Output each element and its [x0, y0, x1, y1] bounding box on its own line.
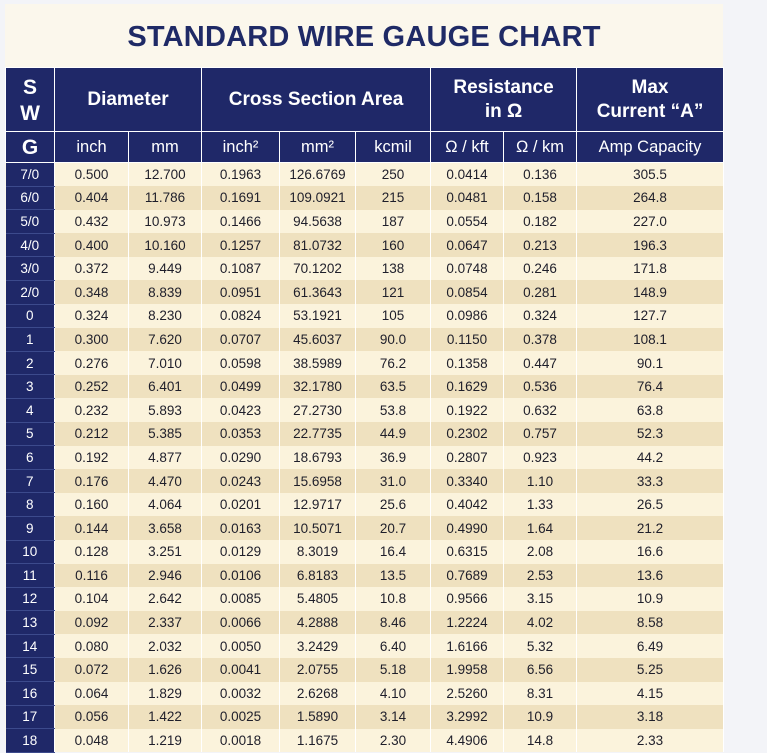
max-current-header: Max Current “A” [577, 68, 724, 132]
value-cell: 13.5 [356, 564, 431, 588]
unit-header: mm [129, 132, 202, 163]
value-cell: 5.4805 [280, 587, 356, 611]
value-cell: 2.946 [129, 564, 202, 588]
value-cell: 0.104 [55, 587, 129, 611]
unit-header: Amp Capacity [577, 132, 724, 163]
value-cell: 0.1922 [431, 398, 504, 422]
value-cell: 1.1675 [280, 729, 356, 753]
value-cell: 0.378 [504, 328, 577, 352]
value-cell: 22.7735 [280, 422, 356, 446]
table-row [6, 375, 724, 399]
value-cell: 1.64 [504, 516, 577, 540]
value-cell: 0.324 [504, 304, 577, 328]
value-cell: 8.230 [129, 304, 202, 328]
table-row [6, 398, 724, 422]
value-cell: 52.3 [577, 422, 724, 446]
gauge-cell: 7/0 [6, 163, 55, 187]
value-cell: 121 [356, 280, 431, 304]
value-cell: 0.0951 [202, 280, 280, 304]
table-row [6, 446, 724, 470]
gauge-cell: 5 [6, 422, 55, 446]
value-cell: 0.0018 [202, 729, 280, 753]
value-cell: 0.7689 [431, 564, 504, 588]
value-cell: 2.33 [577, 729, 724, 753]
table-row [6, 351, 724, 375]
value-cell: 0.1629 [431, 375, 504, 399]
value-cell: 215 [356, 186, 431, 210]
table-row [6, 210, 724, 234]
value-cell: 0.0290 [202, 446, 280, 470]
table-row [6, 186, 724, 210]
value-cell: 0.500 [55, 163, 129, 187]
gauge-cell: 18 [6, 729, 55, 753]
table-row [6, 611, 724, 635]
value-cell: 0.0032 [202, 682, 280, 706]
value-cell: 6.8183 [280, 564, 356, 588]
value-cell: 0.1963 [202, 163, 280, 187]
gauge-cell: 5/0 [6, 210, 55, 234]
value-cell: 53.8 [356, 398, 431, 422]
gauge-cell: 1 [6, 328, 55, 352]
gauge-cell: 8 [6, 493, 55, 517]
value-cell: 4.877 [129, 446, 202, 470]
value-cell: 8.839 [129, 280, 202, 304]
value-cell: 0.0201 [202, 493, 280, 517]
value-cell: 0.324 [55, 304, 129, 328]
value-cell: 6.49 [577, 634, 724, 658]
value-cell: 0.2302 [431, 422, 504, 446]
value-cell: 0.536 [504, 375, 577, 399]
value-cell: 44.2 [577, 446, 724, 470]
value-cell: 61.3643 [280, 280, 356, 304]
unit-header: Ω / km [504, 132, 577, 163]
value-cell: 160 [356, 233, 431, 257]
value-cell: 5.25 [577, 658, 724, 682]
value-cell: 2.642 [129, 587, 202, 611]
value-cell: 4.064 [129, 493, 202, 517]
value-cell: 38.5989 [280, 351, 356, 375]
value-cell: 171.8 [577, 257, 724, 281]
value-cell: 0.0050 [202, 634, 280, 658]
value-cell: 9.449 [129, 257, 202, 281]
value-cell: 27.2730 [280, 398, 356, 422]
value-cell: 3.251 [129, 540, 202, 564]
table-row [6, 328, 724, 352]
value-cell: 0.0414 [431, 163, 504, 187]
value-cell: 127.7 [577, 304, 724, 328]
value-cell: 0.048 [55, 729, 129, 753]
value-cell: 10.8 [356, 587, 431, 611]
table-row [6, 587, 724, 611]
value-cell: 15.6958 [280, 469, 356, 493]
table-row [6, 493, 724, 517]
table-row [6, 540, 724, 564]
value-cell: 53.1921 [280, 304, 356, 328]
table-row [6, 564, 724, 588]
value-cell: 63.5 [356, 375, 431, 399]
value-cell: 0.757 [504, 422, 577, 446]
value-cell: 109.0921 [280, 186, 356, 210]
cross-section-header: Cross Section Area [202, 68, 431, 132]
diameter-header: Diameter [55, 68, 202, 132]
value-cell: 0.0085 [202, 587, 280, 611]
value-cell: 0.0554 [431, 210, 504, 234]
value-cell: 0.158 [504, 186, 577, 210]
value-cell: 1.422 [129, 705, 202, 729]
value-cell: 1.33 [504, 493, 577, 517]
value-cell: 0.0598 [202, 351, 280, 375]
resistance-header: Resistance in Ω [431, 68, 577, 132]
value-cell: 0.0243 [202, 469, 280, 493]
value-cell: 4.15 [577, 682, 724, 706]
unit-header: Ω / kft [431, 132, 504, 163]
swg-header-top: S W [6, 68, 55, 132]
value-cell: 0.0041 [202, 658, 280, 682]
value-cell: 0.056 [55, 705, 129, 729]
value-cell: 4.4906 [431, 729, 504, 753]
value-cell: 31.0 [356, 469, 431, 493]
value-cell: 45.6037 [280, 328, 356, 352]
value-cell: 76.2 [356, 351, 431, 375]
value-cell: 0.064 [55, 682, 129, 706]
gauge-cell: 3/0 [6, 257, 55, 281]
gauge-cell: 13 [6, 611, 55, 635]
value-cell: 0.232 [55, 398, 129, 422]
value-cell: 0.128 [55, 540, 129, 564]
value-cell: 90.1 [577, 351, 724, 375]
value-cell: 148.9 [577, 280, 724, 304]
value-cell: 8.31 [504, 682, 577, 706]
value-cell: 76.4 [577, 375, 724, 399]
gauge-cell: 2/0 [6, 280, 55, 304]
value-cell: 6.40 [356, 634, 431, 658]
value-cell: 0.1691 [202, 186, 280, 210]
value-cell: 5.32 [504, 634, 577, 658]
value-cell: 3.658 [129, 516, 202, 540]
value-cell: 0.192 [55, 446, 129, 470]
table-header [6, 68, 724, 163]
value-cell: 0.432 [55, 210, 129, 234]
gauge-cell: 17 [6, 705, 55, 729]
value-cell: 1.219 [129, 729, 202, 753]
table-row [6, 469, 724, 493]
unit-header: mm² [280, 132, 356, 163]
value-cell: 305.5 [577, 163, 724, 187]
value-cell: 0.6315 [431, 540, 504, 564]
value-cell: 6.401 [129, 375, 202, 399]
value-cell: 0.1358 [431, 351, 504, 375]
value-cell: 0.348 [55, 280, 129, 304]
value-cell: 0.0353 [202, 422, 280, 446]
value-cell: 1.5890 [280, 705, 356, 729]
value-cell: 196.3 [577, 233, 724, 257]
value-cell: 2.337 [129, 611, 202, 635]
gauge-cell: 11 [6, 564, 55, 588]
value-cell: 0.3340 [431, 469, 504, 493]
value-cell: 33.3 [577, 469, 724, 493]
value-cell: 0.176 [55, 469, 129, 493]
value-cell: 8.3019 [280, 540, 356, 564]
table-row [6, 634, 724, 658]
value-cell: 0.0481 [431, 186, 504, 210]
value-cell: 70.1202 [280, 257, 356, 281]
value-cell: 0.400 [55, 233, 129, 257]
value-cell: 0.1087 [202, 257, 280, 281]
value-cell: 0.0748 [431, 257, 504, 281]
value-cell: 13.6 [577, 564, 724, 588]
value-cell: 0.9566 [431, 587, 504, 611]
value-cell: 0.116 [55, 564, 129, 588]
value-cell: 3.2992 [431, 705, 504, 729]
gauge-chart-sheet [5, 4, 723, 749]
gauge-cell: 0 [6, 304, 55, 328]
value-cell: 4.02 [504, 611, 577, 635]
value-cell: 10.9 [577, 587, 724, 611]
value-cell: 4.2888 [280, 611, 356, 635]
value-cell: 2.08 [504, 540, 577, 564]
value-cell: 2.032 [129, 634, 202, 658]
value-cell: 0.300 [55, 328, 129, 352]
gauge-cell: 12 [6, 587, 55, 611]
value-cell: 0.1150 [431, 328, 504, 352]
value-cell: 16.6 [577, 540, 724, 564]
value-cell: 250 [356, 163, 431, 187]
value-cell: 138 [356, 257, 431, 281]
value-cell: 0.4042 [431, 493, 504, 517]
value-cell: 0.0163 [202, 516, 280, 540]
value-cell: 4.470 [129, 469, 202, 493]
value-cell: 0.092 [55, 611, 129, 635]
value-cell: 105 [356, 304, 431, 328]
swg-header-bottom: G [6, 132, 55, 163]
value-cell: 0.0129 [202, 540, 280, 564]
value-cell: 36.9 [356, 446, 431, 470]
value-cell: 32.1780 [280, 375, 356, 399]
value-cell: 0.0025 [202, 705, 280, 729]
value-cell: 0.281 [504, 280, 577, 304]
value-cell: 3.14 [356, 705, 431, 729]
value-cell: 0.2807 [431, 446, 504, 470]
value-cell: 16.4 [356, 540, 431, 564]
unit-header: kcmil [356, 132, 431, 163]
value-cell: 6.56 [504, 658, 577, 682]
value-cell: 5.18 [356, 658, 431, 682]
value-cell: 0.404 [55, 186, 129, 210]
value-cell: 0.0647 [431, 233, 504, 257]
value-cell: 3.15 [504, 587, 577, 611]
value-cell: 2.53 [504, 564, 577, 588]
value-cell: 3.18 [577, 705, 724, 729]
value-cell: 0.0066 [202, 611, 280, 635]
value-cell: 0.1257 [202, 233, 280, 257]
table-row [6, 422, 724, 446]
value-cell: 0.0423 [202, 398, 280, 422]
table-row [6, 280, 724, 304]
value-cell: 0.0854 [431, 280, 504, 304]
value-cell: 0.276 [55, 351, 129, 375]
value-cell: 4.10 [356, 682, 431, 706]
value-cell: 126.6769 [280, 163, 356, 187]
gauge-cell: 9 [6, 516, 55, 540]
value-cell: 0.4990 [431, 516, 504, 540]
value-cell: 187 [356, 210, 431, 234]
value-cell: 0.212 [55, 422, 129, 446]
value-cell: 21.2 [577, 516, 724, 540]
table-row [6, 233, 724, 257]
value-cell: 1.9958 [431, 658, 504, 682]
value-cell: 0.072 [55, 658, 129, 682]
table-row [6, 163, 724, 187]
value-cell: 63.8 [577, 398, 724, 422]
value-cell: 227.0 [577, 210, 724, 234]
value-cell: 0.160 [55, 493, 129, 517]
value-cell: 8.58 [577, 611, 724, 635]
value-cell: 0.0499 [202, 375, 280, 399]
value-cell: 12.700 [129, 163, 202, 187]
value-cell: 1.10 [504, 469, 577, 493]
gauge-cell: 10 [6, 540, 55, 564]
value-cell: 2.6268 [280, 682, 356, 706]
value-cell: 1.2224 [431, 611, 504, 635]
value-cell: 0.144 [55, 516, 129, 540]
value-cell: 0.0824 [202, 304, 280, 328]
gauge-cell: 7 [6, 469, 55, 493]
value-cell: 108.1 [577, 328, 724, 352]
table-row [6, 516, 724, 540]
gauge-cell: 2 [6, 351, 55, 375]
unit-header: inch² [202, 132, 280, 163]
value-cell: 0.252 [55, 375, 129, 399]
value-cell: 0.447 [504, 351, 577, 375]
value-cell: 3.2429 [280, 634, 356, 658]
gauge-cell: 16 [6, 682, 55, 706]
gauge-cell: 6 [6, 446, 55, 470]
value-cell: 81.0732 [280, 233, 356, 257]
table-body [6, 163, 724, 753]
value-cell: 264.8 [577, 186, 724, 210]
value-cell: 1.6166 [431, 634, 504, 658]
value-cell: 0.1466 [202, 210, 280, 234]
value-cell: 7.010 [129, 351, 202, 375]
value-cell: 20.7 [356, 516, 431, 540]
table-row [6, 729, 724, 753]
table-row [6, 658, 724, 682]
wire-gauge-table [5, 67, 724, 753]
table-row [6, 682, 724, 706]
value-cell: 5.893 [129, 398, 202, 422]
value-cell: 14.8 [504, 729, 577, 753]
value-cell: 0.0106 [202, 564, 280, 588]
unit-header: inch [55, 132, 129, 163]
chart-title: STANDARD WIRE GAUGE CHART [127, 21, 601, 53]
value-cell: 0.632 [504, 398, 577, 422]
gauge-cell: 3 [6, 375, 55, 399]
gauge-cell: 4 [6, 398, 55, 422]
value-cell: 2.30 [356, 729, 431, 753]
value-cell: 0.923 [504, 446, 577, 470]
value-cell: 0.246 [504, 257, 577, 281]
gauge-cell: 6/0 [6, 186, 55, 210]
value-cell: 10.5071 [280, 516, 356, 540]
value-cell: 11.786 [129, 186, 202, 210]
value-cell: 0.136 [504, 163, 577, 187]
value-cell: 0.0986 [431, 304, 504, 328]
value-cell: 1.626 [129, 658, 202, 682]
value-cell: 0.0707 [202, 328, 280, 352]
value-cell: 10.9 [504, 705, 577, 729]
value-cell: 18.6793 [280, 446, 356, 470]
gauge-cell: 4/0 [6, 233, 55, 257]
value-cell: 10.160 [129, 233, 202, 257]
gauge-cell: 14 [6, 634, 55, 658]
table-row [6, 257, 724, 281]
value-cell: 8.46 [356, 611, 431, 635]
value-cell: 5.385 [129, 422, 202, 446]
value-cell: 94.5638 [280, 210, 356, 234]
value-cell: 0.213 [504, 233, 577, 257]
value-cell: 10.973 [129, 210, 202, 234]
value-cell: 1.829 [129, 682, 202, 706]
gauge-cell: 15 [6, 658, 55, 682]
value-cell: 2.5260 [431, 682, 504, 706]
value-cell: 44.9 [356, 422, 431, 446]
value-cell: 7.620 [129, 328, 202, 352]
table-row [6, 705, 724, 729]
table-row [6, 304, 724, 328]
value-cell: 0.080 [55, 634, 129, 658]
value-cell: 26.5 [577, 493, 724, 517]
value-cell: 0.372 [55, 257, 129, 281]
value-cell: 90.0 [356, 328, 431, 352]
value-cell: 25.6 [356, 493, 431, 517]
value-cell: 12.9717 [280, 493, 356, 517]
value-cell: 0.182 [504, 210, 577, 234]
value-cell: 2.0755 [280, 658, 356, 682]
